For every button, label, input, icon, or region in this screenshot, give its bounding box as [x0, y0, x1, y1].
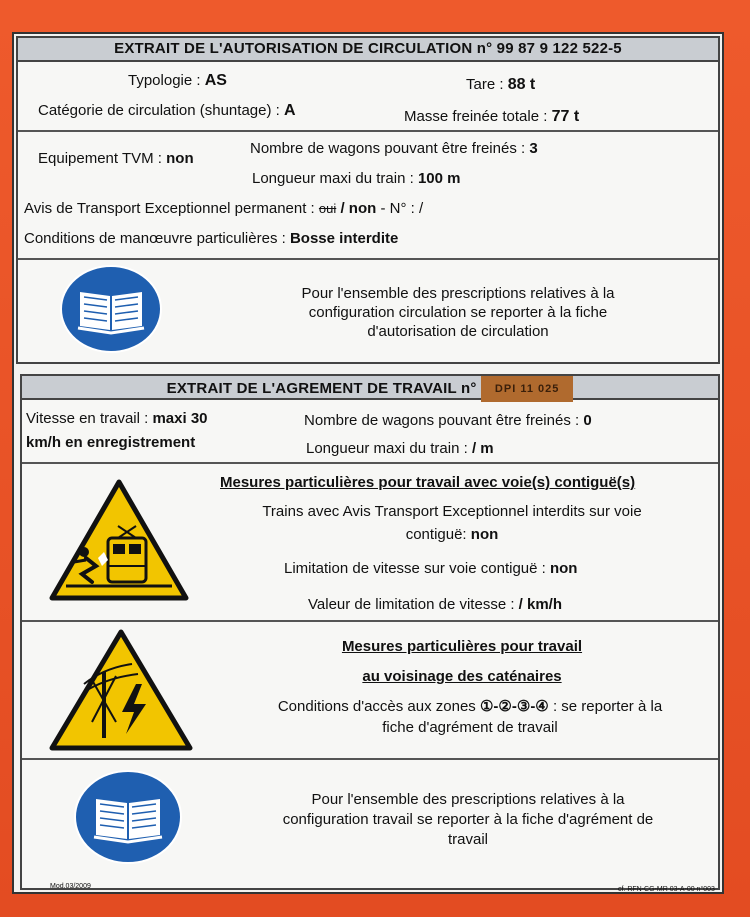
travail-info-line: travail — [447, 831, 488, 848]
masse-row — [404, 108, 579, 126]
divider — [22, 462, 718, 464]
circulation-title — [18, 38, 718, 62]
tare-label: Tare : — [466, 76, 504, 93]
typologie-row — [128, 72, 227, 90]
limitation-label: Limitation de vitesse sur voie contiguë : — [284, 560, 546, 577]
train-hazard-warning-icon — [46, 476, 192, 604]
avis-row — [24, 200, 423, 217]
categorie-row — [38, 102, 296, 120]
avis-separator: / — [340, 200, 345, 217]
wagons-row — [250, 140, 538, 157]
travail-wagons-row — [304, 412, 592, 429]
trains-block — [222, 500, 682, 546]
limitation-value: non — [549, 560, 578, 577]
categorie-label: Catégorie de circulation (shuntage) : — [38, 102, 280, 119]
masse-value: 77 t — [551, 108, 580, 125]
masse-label: Masse freinée totale : — [404, 108, 548, 125]
trains-label: contiguë: — [405, 526, 467, 543]
book-icon — [72, 768, 184, 866]
circulation-title-text: EXTRAIT DE L'AUTORISATION DE CIRCULATION n° — [114, 40, 493, 57]
manoeuvre-value: Bosse interdite — [289, 230, 399, 247]
circulation-info — [198, 284, 718, 341]
footer-reference: cf. RFN-CG-MR 03-A-00 n°003 — [618, 886, 715, 893]
typologie-value: AS — [204, 72, 227, 89]
information-plate — [12, 32, 724, 894]
vitesse-row — [26, 410, 208, 427]
travail-title — [22, 376, 718, 400]
catenaire-title — [222, 632, 702, 692]
avis-value: non — [348, 200, 377, 217]
circulation-info-line: Pour l'ensemble des prescriptions relatives à la — [301, 285, 615, 302]
acces-zones: ①-②-③-④ — [479, 698, 549, 715]
vitesse-mode: km/h en enregistrement — [26, 434, 196, 451]
contigue-title: Mesures particulières pour travail avec voie(s) contiguë(s) — [220, 474, 636, 491]
book-icon — [58, 264, 164, 354]
vitesse-label: Vitesse en travail : — [26, 410, 149, 427]
travail-info-line: configuration travail se reporter à la fiche d'agrément de — [282, 811, 654, 828]
circulation-number: 99 87 9 122 522-5 — [496, 40, 622, 57]
acces-text: : se reporter à la — [552, 698, 663, 715]
tvm-value: non — [166, 150, 194, 167]
avis-label: Avis de Transport Exceptionnel permanent : — [24, 200, 315, 217]
travail-longueur-row — [306, 440, 494, 457]
vitesse-value: maxi 30 — [152, 410, 208, 427]
travail-wagons-value: 0 — [583, 412, 592, 429]
travail-title-text: EXTRAIT DE L'AGREMENT DE TRAVAIL n° — [166, 379, 477, 397]
footer-model: Mod.03/2009 — [50, 883, 91, 890]
longueur-row — [252, 170, 460, 187]
tare-row — [466, 76, 535, 94]
acces-block — [228, 696, 712, 738]
travail-longueur-value: / m — [471, 440, 494, 457]
typologie-label: Typologie : — [128, 72, 201, 89]
electric-hazard-warning-icon — [46, 626, 196, 754]
avis-oui: oui — [318, 201, 337, 216]
limitation-row — [284, 560, 577, 577]
manoeuvre-row — [24, 230, 398, 247]
travail-info — [218, 790, 718, 850]
trains-text: Trains avec Avis Transport Exceptionnel interdits sur voie — [262, 503, 642, 520]
travail-wagons-label: Nombre de wagons pouvant être freinés : — [304, 412, 580, 429]
divider — [18, 258, 718, 260]
categorie-value: A — [283, 102, 296, 119]
longueur-label: Longueur maxi du train : — [252, 170, 414, 187]
circulation-info-line: d'autorisation de circulation — [367, 323, 549, 340]
wagons-label: Nombre de wagons pouvant être freinés : — [250, 140, 526, 157]
circulation-panel — [16, 36, 720, 364]
divider — [22, 758, 718, 760]
valeur-label: Valeur de limitation de vitesse : — [308, 596, 515, 613]
divider — [22, 620, 718, 622]
trains-value: non — [470, 526, 499, 543]
catenaire-title-line: au voisinage des caténaires — [362, 668, 562, 685]
valeur-row — [308, 596, 562, 613]
travail-longueur-label: Longueur maxi du train : — [306, 440, 468, 457]
valeur-value: / km/h — [518, 596, 563, 613]
manoeuvre-label: Conditions de manœuvre particulières : — [24, 230, 286, 247]
travail-info-line: Pour l'ensemble des prescriptions relatives à la — [311, 791, 625, 808]
wagons-value: 3 — [529, 140, 538, 157]
tvm-label: Equipement TVM : — [38, 150, 162, 167]
tare-value: 88 t — [507, 76, 536, 93]
circulation-info-line: configuration circulation se reporter à la fiche — [308, 304, 608, 321]
travail-number-sticker: DPI 11 025 — [481, 376, 573, 402]
catenaire-title-line: Mesures particulières pour travail — [341, 638, 583, 655]
divider — [18, 130, 718, 132]
tvm-row — [38, 150, 194, 167]
travail-panel — [20, 374, 720, 890]
acces-text: fiche d'agrément de travail — [382, 719, 558, 736]
avis-number: - N° : / — [380, 200, 424, 217]
longueur-value: 100 m — [417, 170, 461, 187]
acces-label: Conditions d'accès aux zones — [277, 698, 476, 715]
